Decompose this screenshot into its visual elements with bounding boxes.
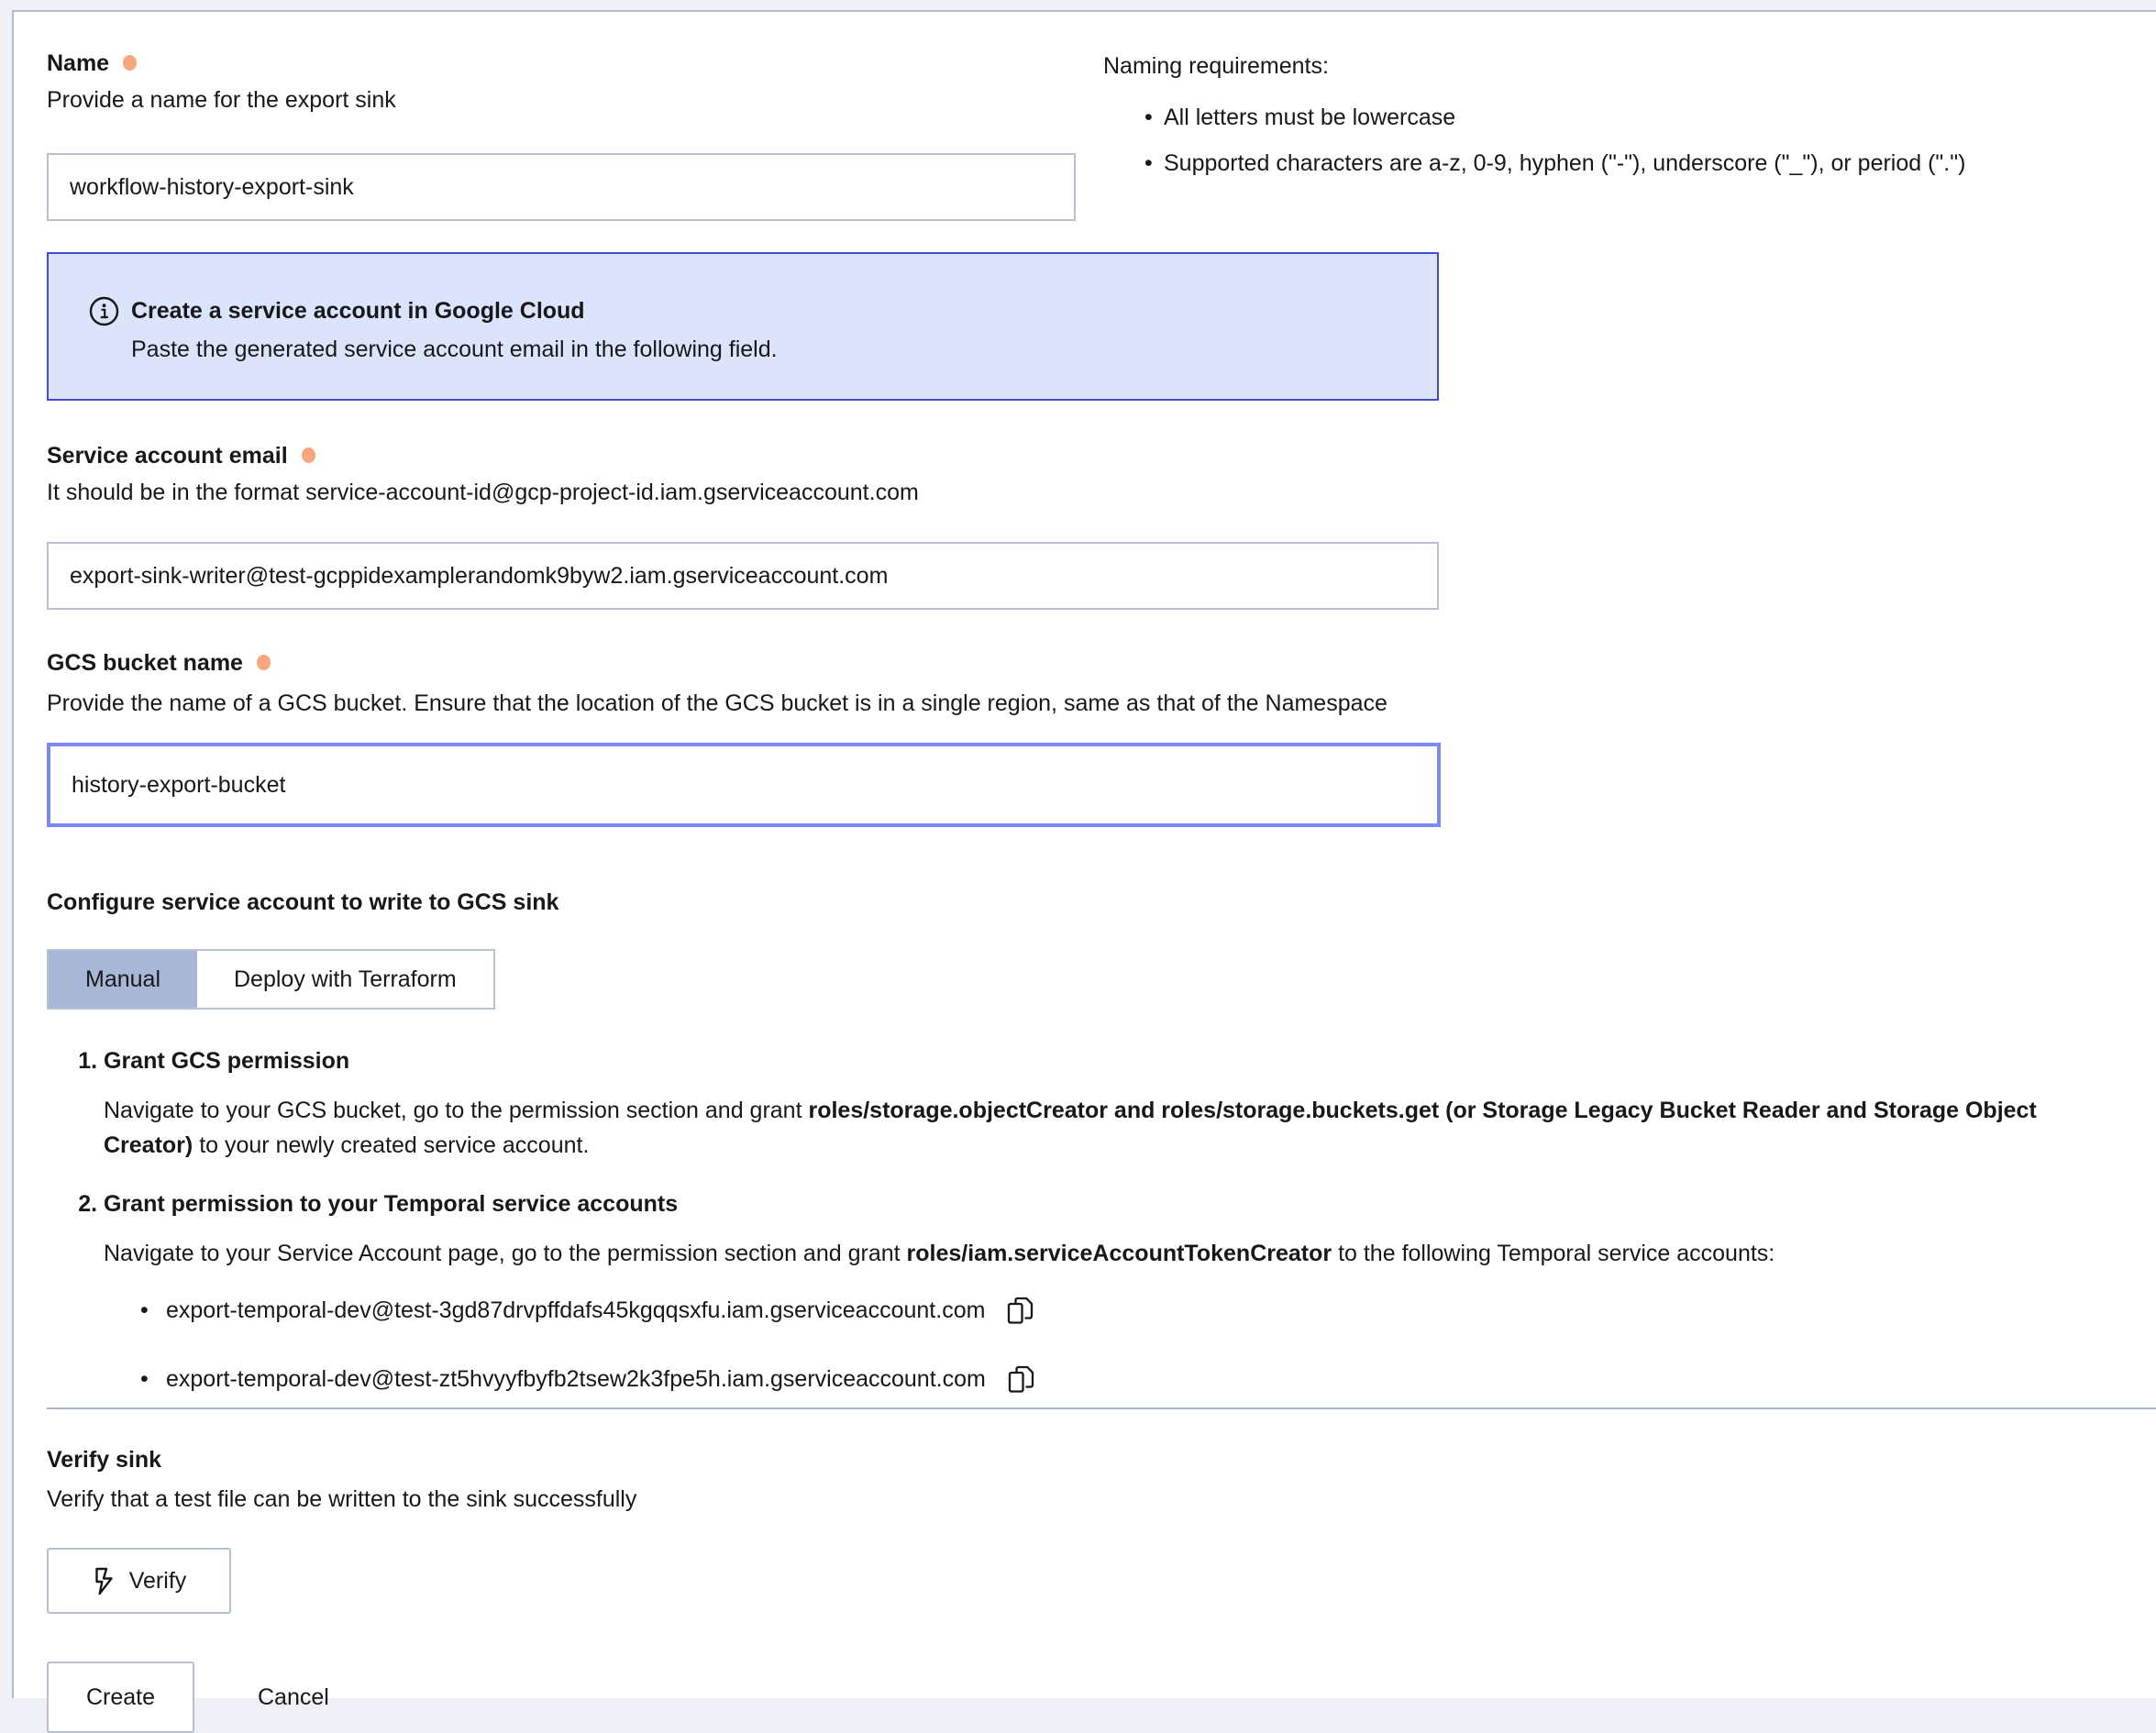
- service-account-email: • export-temporal-dev@test-3gd87drvpffdafs45kgqqsxfu.iam.gserviceaccount.com: [166, 1297, 986, 1323]
- info-box-title: Create a service account in Google Cloud: [131, 298, 585, 324]
- config-method-tabs: [47, 949, 495, 1010]
- copy-icon[interactable]: [1007, 1297, 1034, 1325]
- tab-deploy-with-terraform[interactable]: Deploy with Terraform: [197, 951, 493, 1008]
- manual-steps-list: [47, 1047, 2119, 1396]
- service-account-description: It should be in the format service-account-id@gcp-project-id.iam.gserviceaccount.com: [47, 480, 919, 505]
- temporal-service-accounts-list: [104, 1293, 2119, 1396]
- required-dot-icon: [123, 55, 137, 71]
- step-text-bold: roles/iam.serviceAccountTokenCreator: [906, 1241, 1332, 1266]
- service-account-email: • export-temporal-dev@test-zt5hvyyfbyfb2tsew2k3fpe5h.iam.gserviceaccount.com: [166, 1366, 986, 1392]
- step-title: Grant permission to your Temporal service accounts: [104, 1191, 679, 1217]
- step-grant-temporal-permission: [104, 1190, 2119, 1396]
- cancel-button[interactable]: Cancel: [258, 1683, 329, 1710]
- step-text: Navigate to your GCS bucket, go to the permission section and grant: [104, 1098, 809, 1123]
- verify-section-description: Verify that a test file can be written to the sink successfully: [47, 1486, 637, 1512]
- naming-requirement-item: • Supported characters are a-z, 0-9, hyphen ("-"), underscore ("_"), or period ("."): [1103, 149, 1965, 178]
- create-button[interactable]: Create: [47, 1661, 194, 1733]
- gcs-bucket-name-input[interactable]: [47, 743, 1441, 827]
- service-account-item: [104, 1293, 2119, 1328]
- naming-requirements-title: Naming requirements:: [1103, 53, 1329, 79]
- configure-section-title: Configure service account to write to GCS sink: [47, 889, 559, 915]
- naming-requirement-item: • All letters must be lowercase: [1103, 104, 1965, 132]
- naming-requirements: [1103, 52, 1965, 195]
- service-account-email-input[interactable]: [47, 542, 1439, 610]
- name-label: [47, 50, 1076, 78]
- name-input[interactable]: [47, 153, 1076, 221]
- copy-icon[interactable]: [1008, 1365, 1034, 1394]
- export-sink-form: [12, 10, 2156, 1710]
- step-instructions: [104, 1236, 2119, 1396]
- step-text: to the following Temporal service accounts:: [1332, 1241, 1775, 1266]
- bucket-description: Provide the name of a GCS bucket. Ensure that the location of the GCS bucket is in a single region, same as that of the Namespace: [47, 690, 1388, 716]
- step-text: to your newly created service account.: [193, 1132, 590, 1158]
- service-account-label-text: Service account email: [47, 443, 288, 469]
- required-dot-icon: [257, 655, 271, 670]
- name-label-text: Name: [47, 50, 110, 76]
- step-title: Grant GCS permission: [104, 1048, 350, 1074]
- step-text-bold: roles/storage.objectCreator and roles/storage.buckets.get (or Storage Legacy Bucket Reader and Storage Object Creator): [104, 1098, 2037, 1158]
- verify-section-title: Verify sink: [47, 1447, 162, 1473]
- service-account-info-box: [47, 252, 1439, 401]
- step-text: Navigate to your Service Account page, go to the permission section and grant: [104, 1241, 907, 1266]
- form-actions: [47, 1661, 329, 1733]
- service-account-field-group: [47, 442, 1439, 610]
- section-divider: [47, 1407, 2156, 1409]
- name-field-group: [47, 50, 1076, 221]
- tab-manual[interactable]: Manual: [49, 951, 197, 1008]
- verify-button-label: Verify: [128, 1567, 187, 1594]
- bucket-label: [47, 649, 1441, 678]
- service-account-label: [47, 442, 1439, 470]
- naming-requirements-list: [1103, 104, 1965, 178]
- bucket-label-text: GCS bucket name: [47, 650, 243, 676]
- lightning-bolt-icon: [92, 1567, 115, 1595]
- info-box-description: Paste the generated service account email in the following field.: [131, 337, 778, 362]
- service-account-item: [104, 1362, 2119, 1396]
- step-grant-gcs-permission: [104, 1047, 2119, 1163]
- info-circle-icon: [89, 296, 119, 326]
- info-box-content: [131, 296, 778, 364]
- verify-button[interactable]: [47, 1548, 231, 1614]
- bucket-field-group: [47, 649, 1441, 827]
- verify-section: [47, 1446, 636, 1614]
- step-instructions: [104, 1093, 2107, 1163]
- required-dot-icon: [302, 447, 315, 463]
- name-description: Provide a name for the export sink: [47, 87, 396, 113]
- configure-section: [47, 889, 2119, 1430]
